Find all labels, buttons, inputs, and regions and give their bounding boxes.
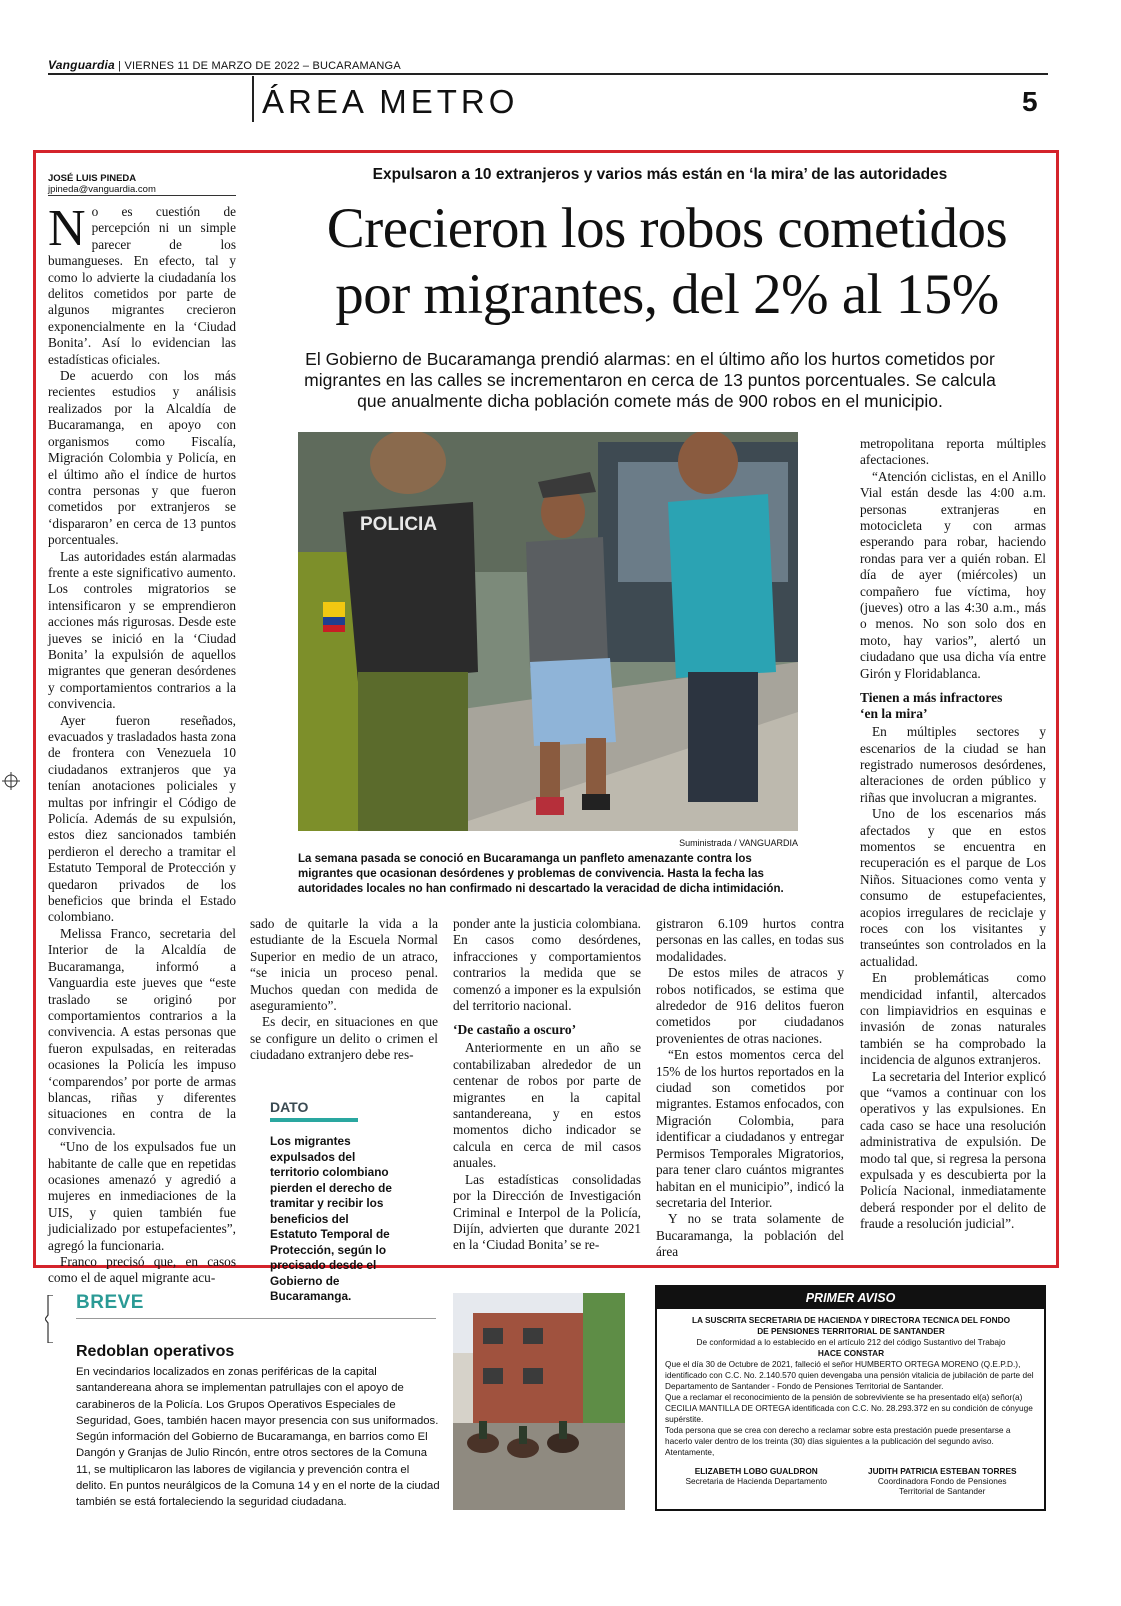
article-column-3: ponder ante la justicia colombiana. En casos como desórdenes, infracciones y comportamientos contrarios la medida que se comenzó a imponer es la expulsión del territorio nacional. ‘De castaño a oscuro’ Anteriormente en un año se contabilizaban alrededor de un centenar de robos por parte de migrantes en la capital santandereana, y en estos momentos dicho indicador se calcula en cerca de mil casos anuales. Las estadísticas consolidadas por la Dirección de Investigación Criminal e Interpol de la Policía, Dijín, advierten que durante 2021 en la ‘Ciudad Bonita’ se re-	[453, 916, 641, 1253]
article-column-4: gistraron 6.109 hurtos contra personas en las calles, en todas sus modalidades. De estos miles de atracos y robos notificados, se estima que alrededor de 916 delitos fueron cometidos por ciudadanos provenientes de otras naciones. “En estos momentos cerca del 15% de los hurtos reportados en la ciudad son cometidos por migrantes. Estamos enfocados, con Migración Colombia, para identificar a ciudadanos y entregar Permisos Temporales Migratorios, para tener claro cuántos migrantes habitan en el municipio”, indicó la secretaria del Interior. Y no se trata solamente de Bucaramanga, la población del área	[656, 916, 844, 1260]
legal-notice	[655, 1285, 1046, 1511]
kicker: Expulsaron a 10 extranjeros y varios más están en ‘la mira’ de las autoridades	[372, 166, 948, 183]
masthead-rule	[48, 73, 1048, 75]
dateline: VIERNES 11 DE MARZO DE 2022 – BUCARAMANGA	[124, 60, 401, 72]
author-email[interactable]: jpineda@vanguardia.com	[48, 184, 156, 195]
police-escort-image	[298, 432, 798, 831]
registration-mark-icon	[2, 772, 20, 790]
breve-photo	[453, 1293, 625, 1510]
dato-rule	[270, 1118, 358, 1122]
breve-label: BREVE	[76, 1292, 144, 1313]
brand-logo: Vanguardia	[48, 58, 115, 72]
masthead: Vanguardia | VIERNES 11 DE MARZO DE 2022 – BUCARAMANGA	[48, 58, 401, 72]
byline-rule	[48, 195, 236, 196]
section-title: ÁREA METRO	[262, 83, 519, 120]
headline: Crecieron los robos cometidos por migrantes, del 2% al 15%	[326, 197, 1008, 326]
page-number: 5	[1022, 86, 1038, 117]
photo-caption: La semana pasada se conoció en Bucaramanga un panfleto amenazante contra los migrantes que ocasionan desórdenes y problemas de convivencia. Hasta la fecha las autoridades locales no han confirmado ni descartado la veracidad de dicha intimidación.	[298, 853, 784, 895]
notice-header: PRIMER AVISO	[657, 1287, 1044, 1309]
breve-rule	[76, 1318, 436, 1319]
article-column-1: No es cuestión de percepción ni un simple parecer de los bumangueses. En efecto, tal y como lo advierte la ciudadanía los delitos cometidos por parte de algunos migrantes crecieron exponencialmente en la ‘Ciudad Bonita’. Así lo evidencian las estadísticas oficiales. De acuerdo con los más recientes estudios y análisis realizados por la Alcaldía de Bucaramanga, en apoyo con organismos como Fiscalía, Migración Colombia y Policía, en el último año el índice de hurtos contra personas y que fueron cometidos por extranjeros se ‘dispararon’ en cerca de 13 puntos porcentuales. Las autoridades están alarmadas frente a este significativo aumento. Los controles migratorios se intensificaron y se emprendieron acciones más rigurosas. Desde este jueves se inició en la ‘Ciudad Bonita’ la expulsión de aquellos migrantes que generan desórdenes y comportamientos contrarios a la convivencia. Ayer fueron reseñados, evacuados y trasladados hasta zona de frontera con Venezuela 10 ciudadanos extranjeros que ya tenían anotaciones policiales y multas por infringir el Código de Policía. Además de su expulsión, estos diez sancionados también perdieron el derecho a tramitar el Estatuto Temporal de Protección y quedaron privados de los beneficios que brinda el Estado colombiano. Melissa Franco, secretaria del Interior de la Alcaldía de Bucaramanga, informó a Vanguardia este jueves que “este traslado se originó por comportamientos contrarios a la convivencia. A estas personas que fueron expulsadas, en reiteradas ocasiones la Policía les impuso ‘comparendos’ por porte de armas blancas, riñas y diferentes situaciones en contra de la convivencia. “Uno de los expulsados fue un habitante de calle que en repetidas ocasiones amenazó y agredió a mujeres en inmediaciones de la UIS, y quien también fue judicializado por estupefacientes”, agregó la funcionaria. Franco precisó que, en casos como el de aquel migrante acu-	[48, 200, 236, 1286]
notice-body: LA SUSCRITA SECRETARIA DE HACIENDA Y DIRECTORA TECNICA DEL FONDO DE PENSIONES TERRITORIAL DE SANTANDER De conformidad a lo establecido en el artículo 212 del código Sustantivo del Trabajo HACE CONSTAR Que el día 30 de Octubre de 2021, falleció el señor HUMBERTO ORTEGA MORENO (Q.E.P.D.), identificado con C.C. No. 2.140.570 quien devengaba una pensión vitalicia de jubilación de parte del Departamento de Santander - Fondo de Pensiones Territorial de Santander. Que a reclamar el reconocimiento de la pensión de sobreviviente se ha presentado el(a) señor(a) CECILIA MANTILLA DE ORTEGA identificada con C.C. No. 28.293.372 en su condición de cónyuge supérstite. Toda persona que se crea con derecho a reclamar sobre esta prestación puede presentarse a hacerlo valer dentro de los treinta (30) días siguientes a la publicación del segundo aviso. Atentamente, ELIZABETH LOBO GUALDRON Secretaria de Hacienda Departamento JUDITH PATRICIA ESTEBAN TORRES Coordinadora Fondo de Pensiones Territorial de Santander	[665, 1315, 1034, 1496]
article-photo	[298, 432, 798, 831]
dato-label: DATO	[270, 1099, 309, 1115]
drop-cap: N	[48, 200, 86, 257]
article-column-5: metropolitana reporta múltiples afectaciones. “Atención ciclistas, en el Anillo Vial están desde las 4:00 a.m. personas extranjeras en motocicleta y con armas esperando para robar, haciendo rondas para ver a quién roban. El día de ayer (miércoles) un compañero fue víctima, hoy (jueves) otro a las 4:30 a.m., más o menos. No son solo dos en moto, hay varios”, alertó un ciudadano que usa dicha vía entre Girón y Floridablanca. Tienen a más infractores ‘en la mira’ En múltiples sectores y escenarios de la ciudad se han registrado numerosos desórdenes, alteraciones de orden público y riñas que involucran a migrantes. Uno de los escenarios más afectados y que en estos momentos se encuentra en recuperación es el parque de Los Niños. Situaciones como venta y consumo de estupefacientes, acopios irregulares de reciclaje y roces con los visitantes y transeúntes son controlados en la actualidad. En problemáticas como mendicidad infantil, altercados con limpiavidrios en esquinas e invasión de zonas naturales también se ha comprobado la incidencia de algunos extranjeros. La secretaria del Interior explicó que “vamos a continuar con los operativos y las expulsiones. En cada caso se hace una resolución administrativa de expulsión. De modo tal que, si regresa la persona expulsada y es descubierta por la Policía Nacional, inmediatamente deberá responder por el delito de fraude a resolución judicial”.	[860, 436, 1046, 1232]
dato-text: Los migrantes expulsados del territorio colombiano pierden el derecho de tramitar y recibir los beneficios del Estatuto Temporal de Protección, según lo precisado desde el Gobierno de Bucaramanga.	[270, 1134, 392, 1303]
breve-title: Redoblan operativos	[76, 1343, 235, 1360]
byline	[48, 173, 156, 195]
mounted-police-image	[453, 1293, 625, 1510]
subhead-infractores: Tienen a más infractores ‘en la mira’	[860, 690, 1003, 722]
vest-label: POLICIA	[360, 514, 438, 535]
breve-text: En vecindarios localizados en zonas periféricas de la capital santandereana ahora se implementan patrullajes con el apoyo de carabineros de la Policía. Los Grupos Operativos Especiales de Seguridad, Goes, también hacen mayor presencia con sus uniformados. Según información del Gobierno de Bucaramanga, en barrios como El Dangón y Granjas de Julio Rincón, entre otros sectores de la Comuna 11, se multiplicaron las labores de vigilancia y prevención contra el delito. En puntos neurálgicos de la Comuna 14 y en el norte de la ciudad también se está fortaleciendo la seguridad ciudadana.	[76, 1366, 440, 1509]
dek: El Gobierno de Bucaramanga prendió alarmas: en el último año los hurtos cometidos por migrantes en las calles se incrementaron en cerca de 13 puntos porcentuales. Se calcula que anualmente dicha población comete más de 900 robos en el municipio.	[304, 349, 996, 411]
photo-credit: Suministrada / VANGUARDIA	[679, 838, 798, 848]
subhead-castano: ‘De castaño a oscuro’	[453, 1022, 577, 1038]
article-column-2: sado de quitarle la vida a la estudiante de la Escuela Normal Superior en medio de un atraco, “se inicia un proceso penal. Muchos quedan con medida de aseguramiento”. Es decir, en situaciones en que se configure un delito o crimen el ciudadano extranjero debe res-	[250, 916, 438, 1063]
signature-2: JUDITH PATRICIA ESTEBAN TORRES Coordinadora Fondo de Pensiones Territorial de Santander	[867, 1466, 1017, 1496]
author-name: JOSÉ LUIS PINEDA	[48, 173, 137, 184]
signature-1: ELIZABETH LOBO GUALDRON Secretaria de Hacienda Departamento	[685, 1466, 828, 1486]
section-divider	[252, 76, 254, 122]
breve-bracket-icon	[45, 1295, 55, 1343]
